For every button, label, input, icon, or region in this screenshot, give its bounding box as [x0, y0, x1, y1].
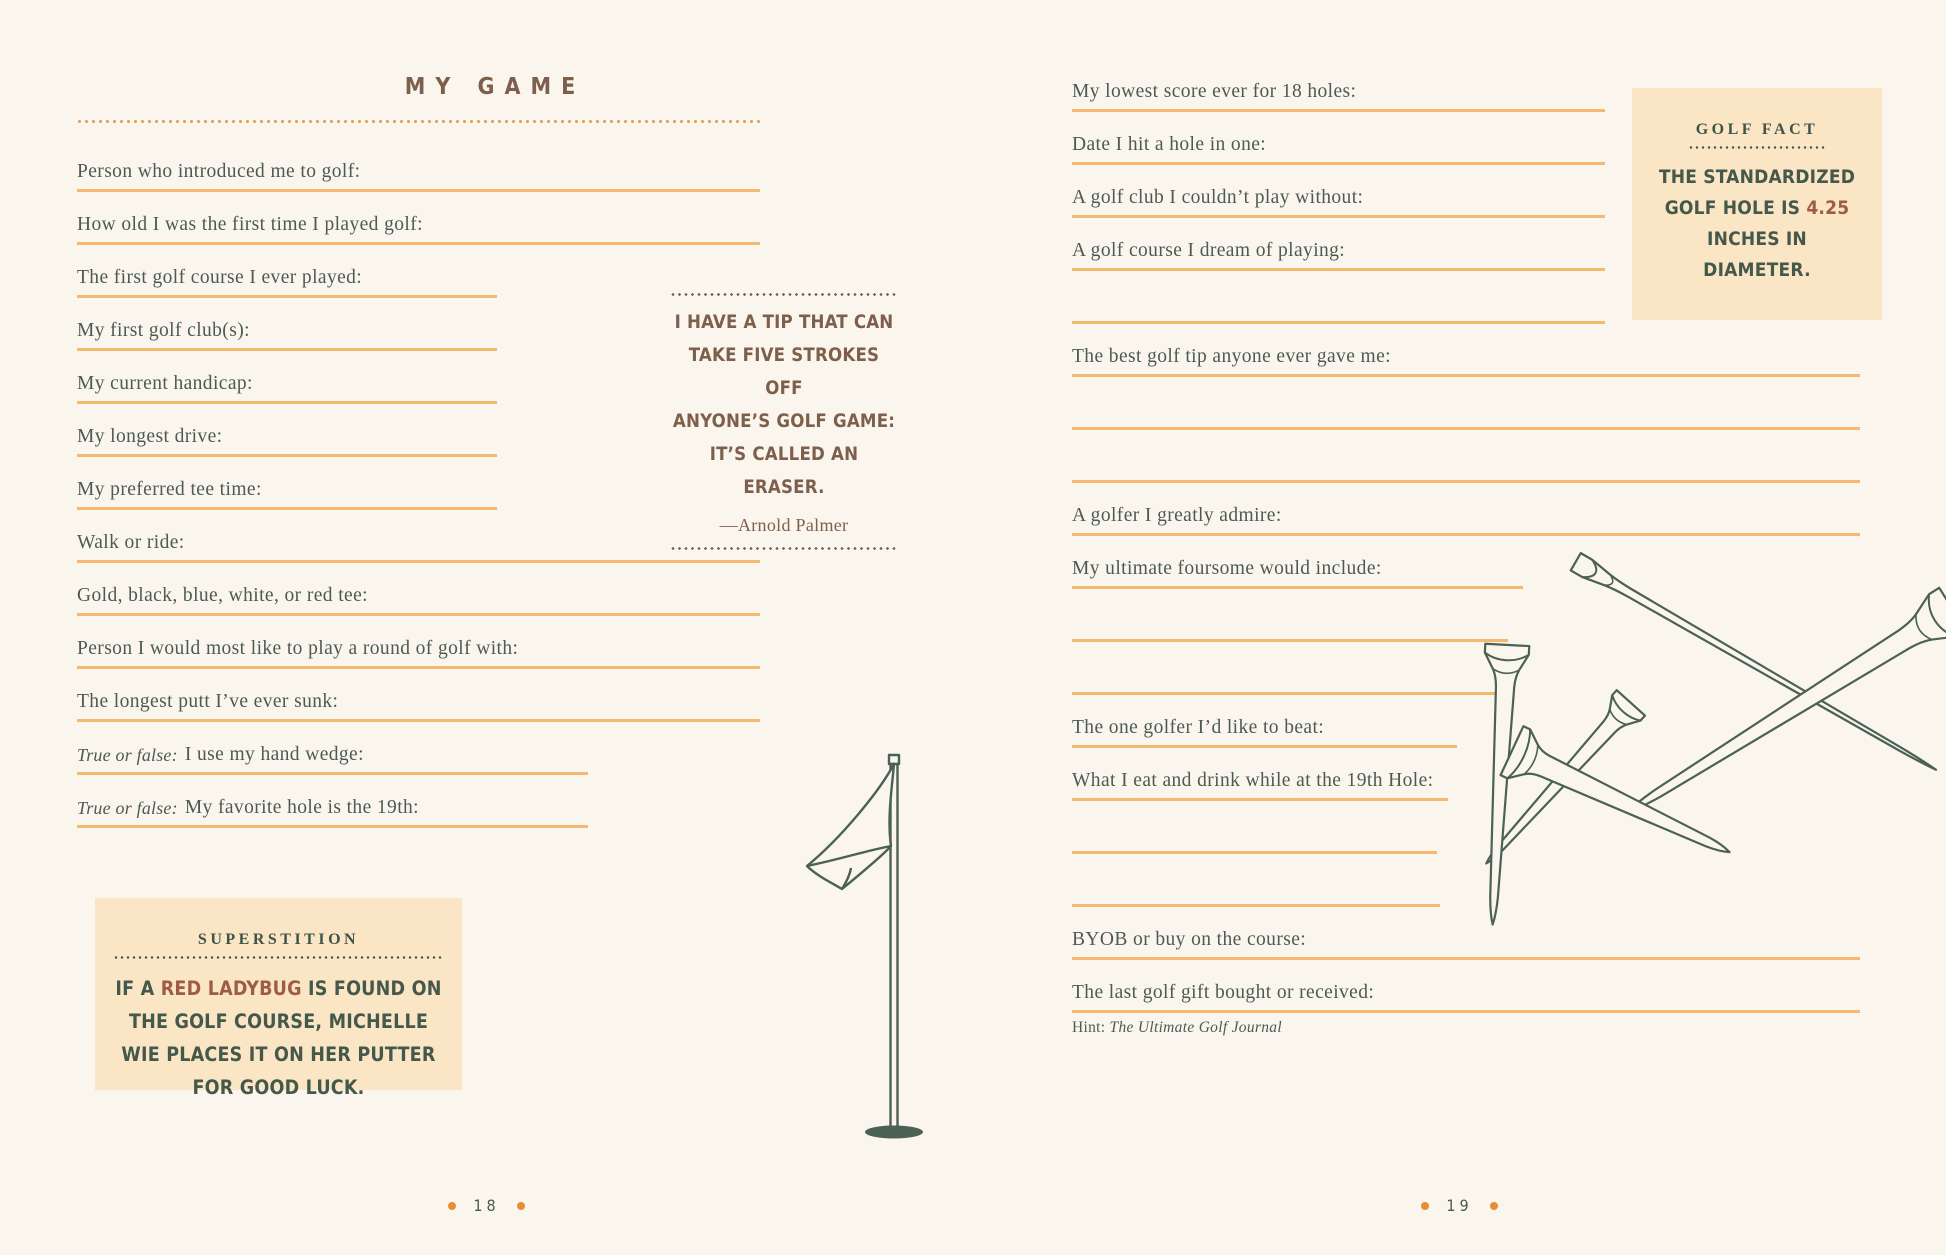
blank-line — [1072, 801, 1437, 854]
prompt-label: My ultimate foursome would include: — [1072, 557, 1382, 579]
prompt-row — [77, 616, 760, 669]
golf-fact-box — [1632, 88, 1882, 320]
box-divider — [1689, 145, 1825, 150]
prompt-row — [1072, 165, 1605, 218]
prompt-row — [77, 722, 588, 775]
highlighted-text: RED LADYBUG — [160, 977, 302, 1000]
prompt-row — [77, 457, 497, 510]
quote-line: IT’S CALLED AN ERASER. — [709, 444, 859, 498]
prompt-row — [1072, 112, 1605, 165]
blank-line — [1072, 377, 1860, 430]
prompt-row — [77, 669, 760, 722]
quote-divider-bottom — [671, 546, 897, 551]
page-dot-icon — [1421, 1202, 1429, 1210]
prompt-label: BYOB or buy on the course: — [1072, 928, 1307, 950]
prompt-row — [77, 245, 497, 298]
prompt-label: The first golf course I ever played: — [77, 266, 363, 288]
box-divider — [114, 955, 444, 960]
prompt-label: A golf course I dream of playing: — [1072, 239, 1346, 261]
superstition-box — [95, 898, 462, 1099]
prompt-row — [77, 404, 497, 457]
prompt-label: The one golfer I’d like to beat: — [1072, 716, 1325, 738]
quote-block — [671, 292, 897, 551]
prompt-row — [77, 139, 760, 192]
quote-divider-top — [671, 292, 897, 297]
prompt-row — [77, 192, 760, 245]
prompt-row — [1072, 960, 1860, 1013]
box-text: IF A RED LADYBUG IS FOUND ON THE GOLF COURSE, MICHELLE WIE PLACES IT ON HER PUTTER FOR GOOD LUCK. — [115, 977, 442, 1099]
page-number-left — [0, 1196, 973, 1215]
prompt-row — [1072, 324, 1860, 377]
tee-long-thin — [1571, 553, 1941, 778]
left-prompt-list — [77, 139, 760, 828]
page-number-value: 19 — [1446, 1196, 1473, 1215]
quote-line: I HAVE A TIP THAT CAN — [674, 312, 894, 333]
prompt-row — [1072, 59, 1605, 112]
prompt-row — [1072, 695, 1457, 748]
box-title: GOLF FACT — [1695, 121, 1819, 138]
prompt-row — [1072, 748, 1448, 801]
prompt-label: How old I was the first time I played golf: — [77, 213, 423, 235]
prompt-row — [77, 298, 497, 351]
prompt-row — [77, 351, 497, 404]
prompt-label: My lowest score ever for 18 holes: — [1072, 80, 1357, 102]
box-text: THE STANDARDIZED GOLF HOLE IS 4.25 INCHES IN DIAMETER. — [1658, 166, 1856, 281]
prompt-label: Person who introduced me to golf: — [77, 160, 361, 182]
box-title: SUPERSTITION — [197, 931, 360, 948]
quote-line: ANYONE’S GOLF GAME: — [672, 411, 896, 432]
hint-label: Hint: — [1072, 1019, 1110, 1036]
prompt-label: Walk or ride: — [77, 531, 185, 553]
prompt-label: My preferred tee time: — [77, 478, 262, 500]
prompt-row — [1072, 483, 1860, 536]
prompt-label: My current handicap: — [77, 372, 253, 394]
prompt-label: My favorite hole is the 19th: — [184, 796, 419, 818]
tee-vertical — [1471, 644, 1530, 926]
prompt-label: A golf club I couldn’t play without: — [1072, 186, 1364, 208]
title-divider — [77, 119, 760, 124]
prompt-row — [77, 510, 760, 563]
blank-line — [1072, 430, 1860, 483]
prompt-label: The longest putt I’ve ever sunk: — [77, 690, 339, 712]
tee-right-edge — [1614, 588, 1946, 834]
prompt-label: Person I would most like to play a round of golf with: — [77, 637, 519, 659]
prompt-label: A golfer I greatly admire: — [1072, 504, 1282, 526]
quote-attribution: —Arnold Palmer — [719, 515, 849, 535]
hint-book-title: The Ultimate Golf Journal — [1109, 1019, 1282, 1036]
prompt-label: The best golf tip anyone ever gave me: — [1072, 345, 1391, 367]
prompt-row — [77, 775, 588, 828]
page-dot-icon — [448, 1202, 456, 1210]
prompt-label: My longest drive: — [77, 425, 223, 447]
prompt-label: I use my hand wedge: — [184, 743, 364, 765]
page-title: MY GAME — [404, 74, 586, 100]
blank-line — [1072, 271, 1605, 324]
prompt-label: Gold, black, blue, white, or red tee: — [77, 584, 368, 606]
page-dot-icon — [1490, 1202, 1498, 1210]
page-number-value: 18 — [473, 1196, 500, 1215]
golf-flag-illustration — [795, 750, 940, 1145]
highlighted-text: 4.25 — [1806, 197, 1850, 219]
prompt-row — [1072, 218, 1605, 271]
hint-text — [1072, 1019, 1860, 1037]
prompt-row — [77, 563, 760, 616]
quote-line: TAKE FIVE STROKES OFF — [688, 345, 880, 399]
true-false-prefix: True or false: — [77, 798, 178, 818]
prompt-label: My first golf club(s): — [77, 319, 250, 341]
page-number-right — [973, 1196, 1946, 1215]
prompt-label: Date I hit a hole in one: — [1072, 133, 1267, 155]
page-dot-icon — [517, 1202, 525, 1210]
blank-line — [1072, 854, 1440, 907]
prompt-label: What I eat and drink while at the 19th Hole: — [1072, 769, 1434, 791]
golf-tees-illustration — [1420, 540, 1946, 960]
prompt-label: The last golf gift bought or received: — [1072, 981, 1375, 1003]
true-false-prefix: True or false: — [77, 745, 178, 765]
